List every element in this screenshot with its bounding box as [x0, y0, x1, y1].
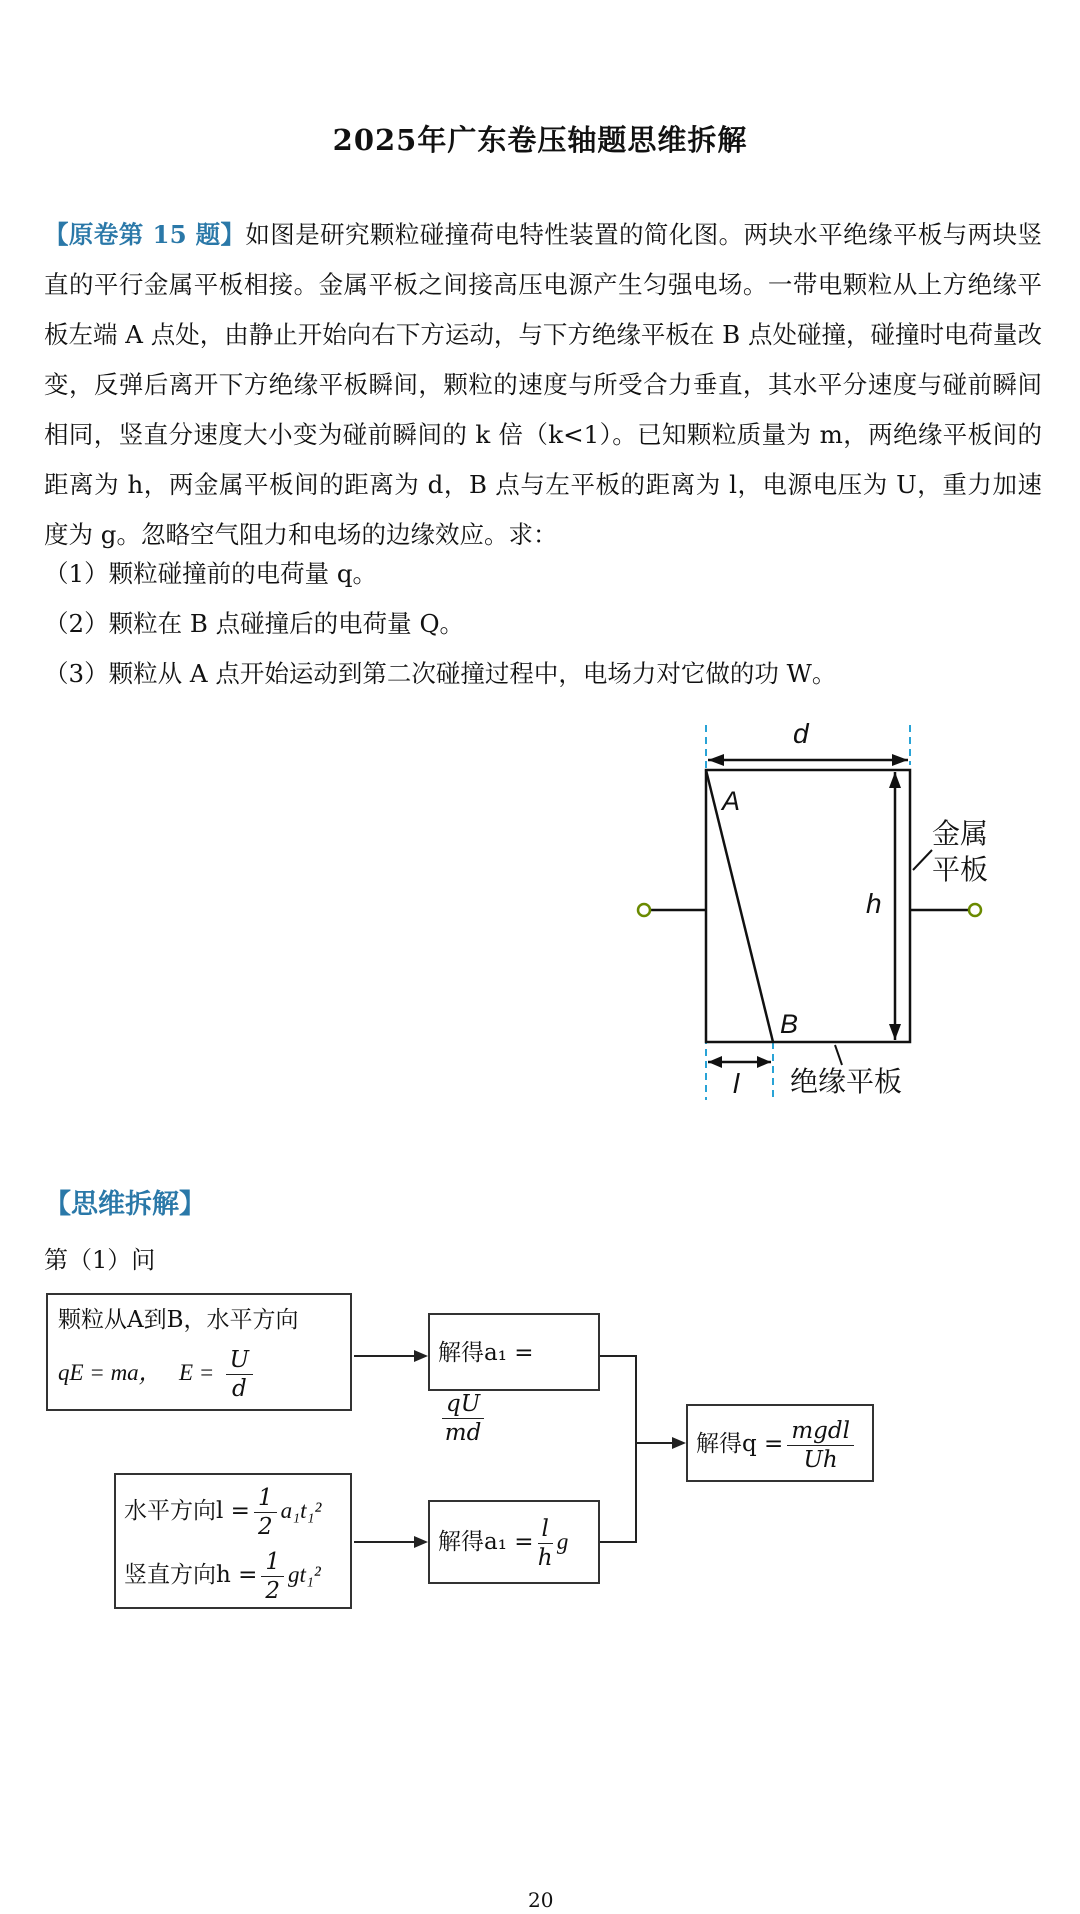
flow-box-kinematics: [114, 1473, 352, 1609]
label-l: l: [733, 1068, 740, 1099]
box3-line1-fraction: [254, 1484, 277, 1541]
box2-fraction: [442, 1390, 484, 1447]
box1-fraction: [226, 1346, 253, 1403]
flow-box-a1-from-kinematics: [428, 1500, 600, 1584]
label-metal-1: 金属: [932, 818, 989, 849]
box5-num: mgdl: [787, 1417, 854, 1446]
box3-line1-rhs: a₁t₁²: [280, 1498, 322, 1523]
apparatus-figure: [630, 715, 1030, 1115]
box3-line2-den: 2: [265, 1577, 281, 1604]
question-3: （3）颗粒从 A 点开始运动到第二次碰撞过程中，电场力对它做的功 W。: [44, 659, 837, 688]
box2-den: md: [444, 1419, 482, 1446]
label-d: d: [793, 718, 809, 749]
box3-line1-den: 2: [257, 1513, 273, 1540]
box1-den: d: [231, 1375, 247, 1402]
box4-den: h: [537, 1544, 553, 1571]
box2-num: qU: [442, 1390, 484, 1419]
problem-statement: [44, 210, 1042, 560]
box1-eq1: qE = ma，: [58, 1360, 162, 1385]
box5-fraction: [787, 1417, 854, 1474]
label-metal-2: 平板: [932, 854, 989, 885]
box5-den: Uh: [803, 1446, 838, 1473]
problem-text: 如图是研究颗粒碰撞荷电特性装置的简化图。两块水平绝缘平板与两块竖直的平行金属平板相接。金属平板之间接高压电源产生匀强电场。一带电颗粒从上方绝缘平板左端 A 点处，由静止开始向右下方运动，与下方绝缘平板在 B 点处碰撞，碰撞时电荷量改变，反弹后离开下方绝缘平板瞬间，颗粒的速度与所受合力垂直，其水平分速度与碰前瞬间相同，竖直分速度大小变为碰前瞬间的 k 倍（k<1）。已知颗粒质量为 m，两绝缘平板间的距离为 h，两金属平板间的距离为 d，B 点与左平板的距离为 l，电源电压为 U，重力加速度为 g。忽略空气阻力和电场的边缘效应。求：: [44, 220, 1042, 549]
box5-lhs: 解得q =: [696, 1431, 784, 1457]
box2-lhs: 解得a₁ =: [438, 1340, 534, 1366]
box4-rhs: g: [556, 1529, 569, 1554]
label-insulating: 绝缘平板: [790, 1066, 903, 1097]
box1-eq2-lhs: E =: [179, 1360, 215, 1385]
flow-box-horizontal-force: [46, 1293, 352, 1411]
flow-box-result-q: [686, 1404, 874, 1482]
label-A: A: [722, 786, 741, 816]
box3-line1-num: 1: [254, 1484, 277, 1513]
box3-line2-rhs: gt₁²: [288, 1562, 321, 1587]
page-number: 20: [528, 1888, 554, 1912]
box3-line1-lhs: 水平方向l =: [124, 1498, 250, 1524]
box4-fraction: [538, 1515, 553, 1572]
box1-line1: 颗粒从A到B，水平方向: [58, 1307, 299, 1333]
terminal-right: [969, 904, 981, 916]
box1-num: U: [226, 1346, 253, 1375]
box3-line2-num: 1: [261, 1548, 284, 1577]
section-title: 【思维拆解】: [44, 1189, 206, 1220]
question-1: （1）颗粒碰撞前的电荷量 q。: [44, 559, 378, 588]
box3-line2-fraction: [261, 1548, 284, 1605]
subquestion-title: 第（1）问: [44, 1246, 156, 1274]
label-h: h: [866, 888, 882, 919]
label-B: B: [780, 1009, 799, 1039]
box3-line2-lhs: 竖直方向h =: [124, 1562, 258, 1588]
box4-lhs: 解得a₁ =: [438, 1529, 534, 1555]
page-title: 2025年广东卷压轴题思维拆解: [332, 123, 748, 157]
question-2: （2）颗粒在 B 点碰撞后的电荷量 Q。: [44, 609, 465, 638]
box4-num: l: [538, 1515, 553, 1544]
terminal-left: [638, 904, 650, 916]
flow-box-a1-from-field: [428, 1313, 600, 1446]
problem-tag: 【原卷第 15 题】: [44, 220, 246, 249]
